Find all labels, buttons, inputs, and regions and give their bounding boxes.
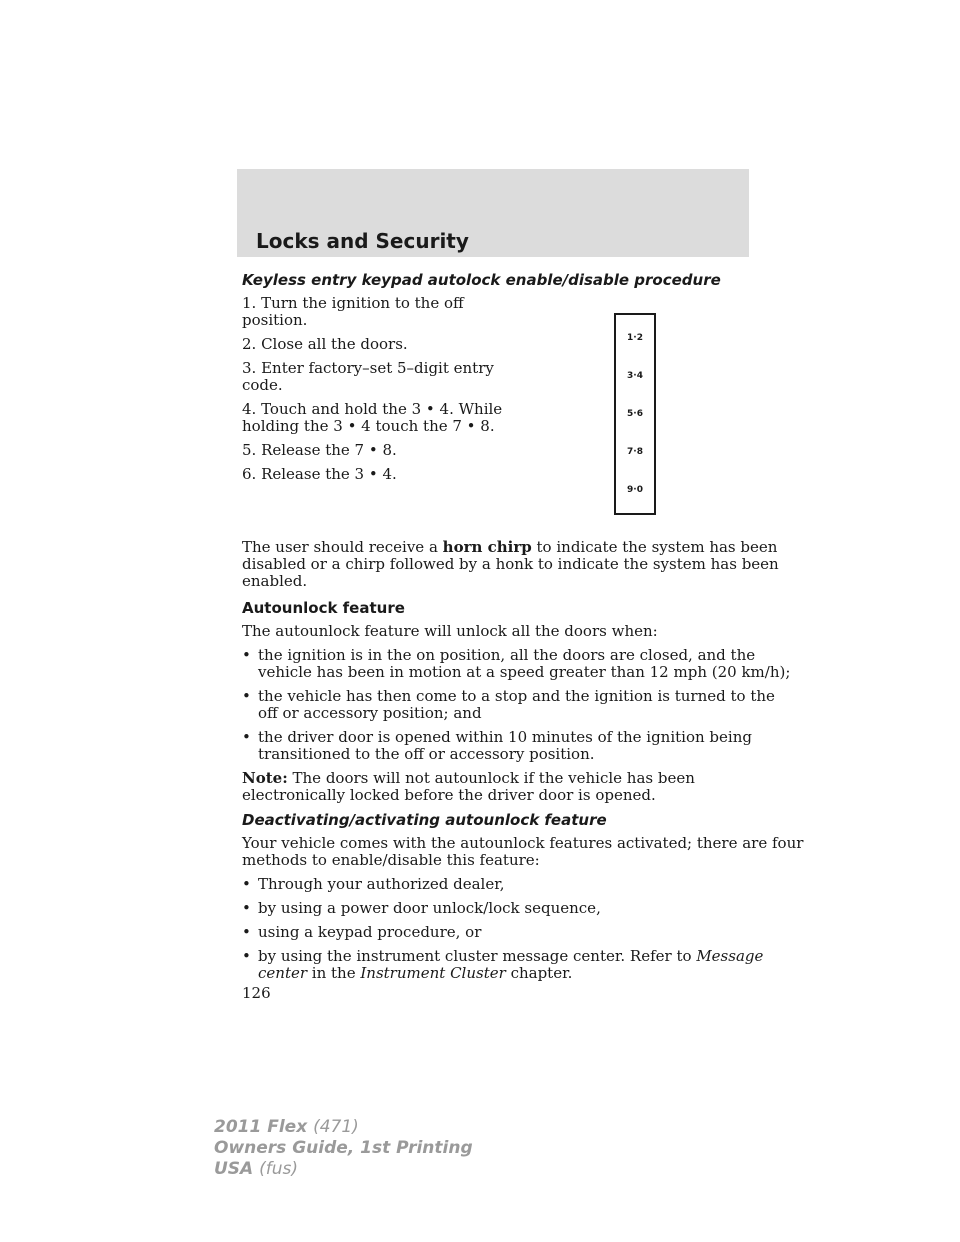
keypad-key-1-2: 1·2	[627, 333, 643, 343]
method-bullet-3: using a keypad procedure, or	[258, 923, 482, 941]
step-5: 5. Release the 7 • 8.	[242, 441, 397, 459]
footer-line-3	[214, 1159, 298, 1179]
method-bullet-1: Through your authorized dealer,	[258, 875, 505, 893]
bullet-dot: •	[242, 947, 251, 965]
result-pre: The user should receive a	[242, 538, 438, 556]
bullet-dot: •	[242, 728, 251, 746]
autounlock-heading: Autounlock feature	[242, 599, 405, 617]
deactivating-intro-line-1: Your vehicle comes with the autounlock features activated; there are four	[242, 834, 804, 852]
result-line-1	[242, 539, 777, 556]
keypad-key-9-0: 9·0	[627, 485, 643, 495]
step-4-line-1: 4. Touch and hold the 3 • 4. While	[242, 400, 503, 418]
bullet-dot: •	[242, 687, 251, 705]
bullet-dot: •	[242, 875, 251, 893]
footer-line-1	[214, 1117, 359, 1137]
autounlock-bullet-2-line-2: off or accessory position; and	[258, 704, 482, 722]
method-bullet-4-post: chapter.	[510, 964, 573, 982]
keypad-procedure-heading: Keyless entry keypad autolock enable/disable procedure	[242, 271, 721, 289]
bullet-dot: •	[242, 899, 251, 917]
autounlock-bullet-3-line-1: the driver door is opened within 10 minutes of the ignition being	[258, 728, 752, 746]
method-bullet-4-line-1	[258, 948, 763, 965]
result-line-2: disabled or a chirp followed by a honk to indicate the system has been	[242, 555, 779, 573]
deactivating-intro-line-2: methods to enable/disable this feature:	[242, 851, 540, 869]
autounlock-intro: The autounlock feature will unlock all the doors when:	[242, 622, 658, 640]
autounlock-bullet-2-line-1: the vehicle has then come to a stop and the ignition is turned to the	[258, 687, 775, 705]
keypad-key-3-4: 3·4	[627, 371, 643, 381]
note-line-1	[242, 770, 695, 787]
bullet-dot: •	[242, 923, 251, 941]
message-center-ref-2: center	[258, 964, 308, 982]
result-line-3: enabled.	[242, 572, 308, 590]
keypad-illustration	[614, 313, 656, 515]
method-bullet-4-line-2	[258, 965, 572, 982]
page-number: 126	[242, 984, 271, 1002]
step-3-line-1: 3. Enter factory–set 5–digit entry	[242, 359, 494, 377]
section-title: Locks and Security	[256, 229, 469, 253]
footer-model: 2011 Flex	[214, 1117, 308, 1137]
footer-market: USA	[214, 1159, 254, 1179]
deactivating-heading: Deactivating/activating autounlock feature	[242, 811, 607, 829]
autounlock-bullet-3-line-2: transitioned to the off or accessory position.	[258, 745, 595, 763]
autounlock-bullet-1-line-2: vehicle has been in motion at a speed greater than 12 mph (20 km/h);	[258, 663, 791, 681]
step-2: 2. Close all the doors.	[242, 335, 408, 353]
step-3-line-2: code.	[242, 376, 283, 394]
result-post: to indicate the system has been	[536, 538, 778, 556]
autounlock-bullet-1-line-1: the ignition is in the on position, all the doors are closed, and the	[258, 646, 756, 664]
note-text: The doors will not autounlock if the vehicle has been	[292, 769, 695, 787]
step-1-line-1: 1. Turn the ignition to the off	[242, 294, 464, 312]
step-4-line-2: holding the 3 • 4 touch the 7 • 8.	[242, 417, 495, 435]
method-bullet-2: by using a power door unlock/lock sequence,	[258, 899, 601, 917]
note-label: Note:	[242, 769, 288, 787]
step-1-line-2: position.	[242, 311, 308, 329]
footer-line-2: Owners Guide, 1st Printing	[214, 1138, 473, 1158]
footer-model-code: (471)	[313, 1117, 359, 1137]
note-line-2: electronically locked before the driver door is opened.	[242, 786, 656, 804]
step-6: 6. Release the 3 • 4.	[242, 465, 397, 483]
bullet-dot: •	[242, 646, 251, 664]
message-center-ref-1: Message	[696, 947, 764, 965]
instrument-cluster-ref: Instrument Cluster	[360, 964, 506, 982]
footer-market-code: (fus)	[259, 1159, 299, 1179]
method-bullet-4-mid: in the	[311, 964, 356, 982]
keypad-key-7-8: 7·8	[627, 447, 643, 457]
method-bullet-4-pre: by using the instrument cluster message center. Refer to	[258, 947, 692, 965]
horn-chirp-term: horn chirp	[442, 538, 532, 556]
keypad-key-5-6: 5·6	[627, 409, 643, 419]
